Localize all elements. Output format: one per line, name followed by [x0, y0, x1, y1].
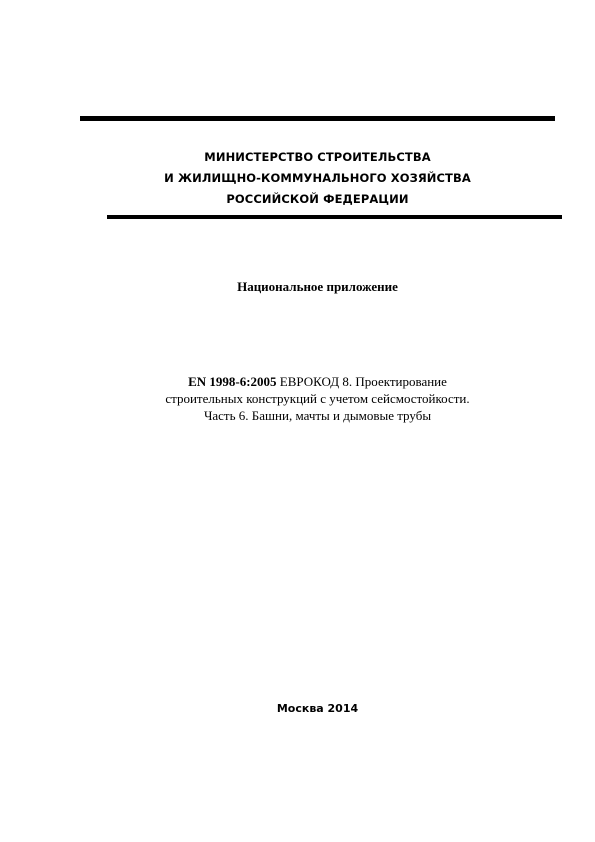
bottom-divider-rule — [107, 215, 562, 219]
standard-code: EN 1998-6:2005 — [188, 374, 277, 389]
title-line-1 — [95, 373, 540, 390]
ministry-header — [100, 147, 535, 210]
document-subtitle: Национальное приложение — [237, 279, 398, 294]
title-line-1-text: ЕВРОКОД 8. Проектирование — [276, 374, 447, 389]
ministry-line-2: И ЖИЛИЩНО-КОММУНАЛЬНОГО ХОЗЯЙСТВА — [164, 171, 471, 185]
ministry-line-3: РОССИЙСКОЙ ФЕДЕРАЦИИ — [226, 192, 409, 206]
document-title — [95, 373, 540, 424]
title-line-3: Часть 6. Башни, мачты и дымовые трубы — [203, 408, 432, 423]
ministry-line-1: МИНИСТЕРСТВО СТРОИТЕЛЬСТВА — [204, 150, 431, 164]
title-line-2: строительных конструкций с учетом сейсмостойкости. — [165, 391, 470, 406]
place-and-year: Москва 2014 — [276, 702, 359, 715]
top-divider-rule — [80, 116, 555, 121]
